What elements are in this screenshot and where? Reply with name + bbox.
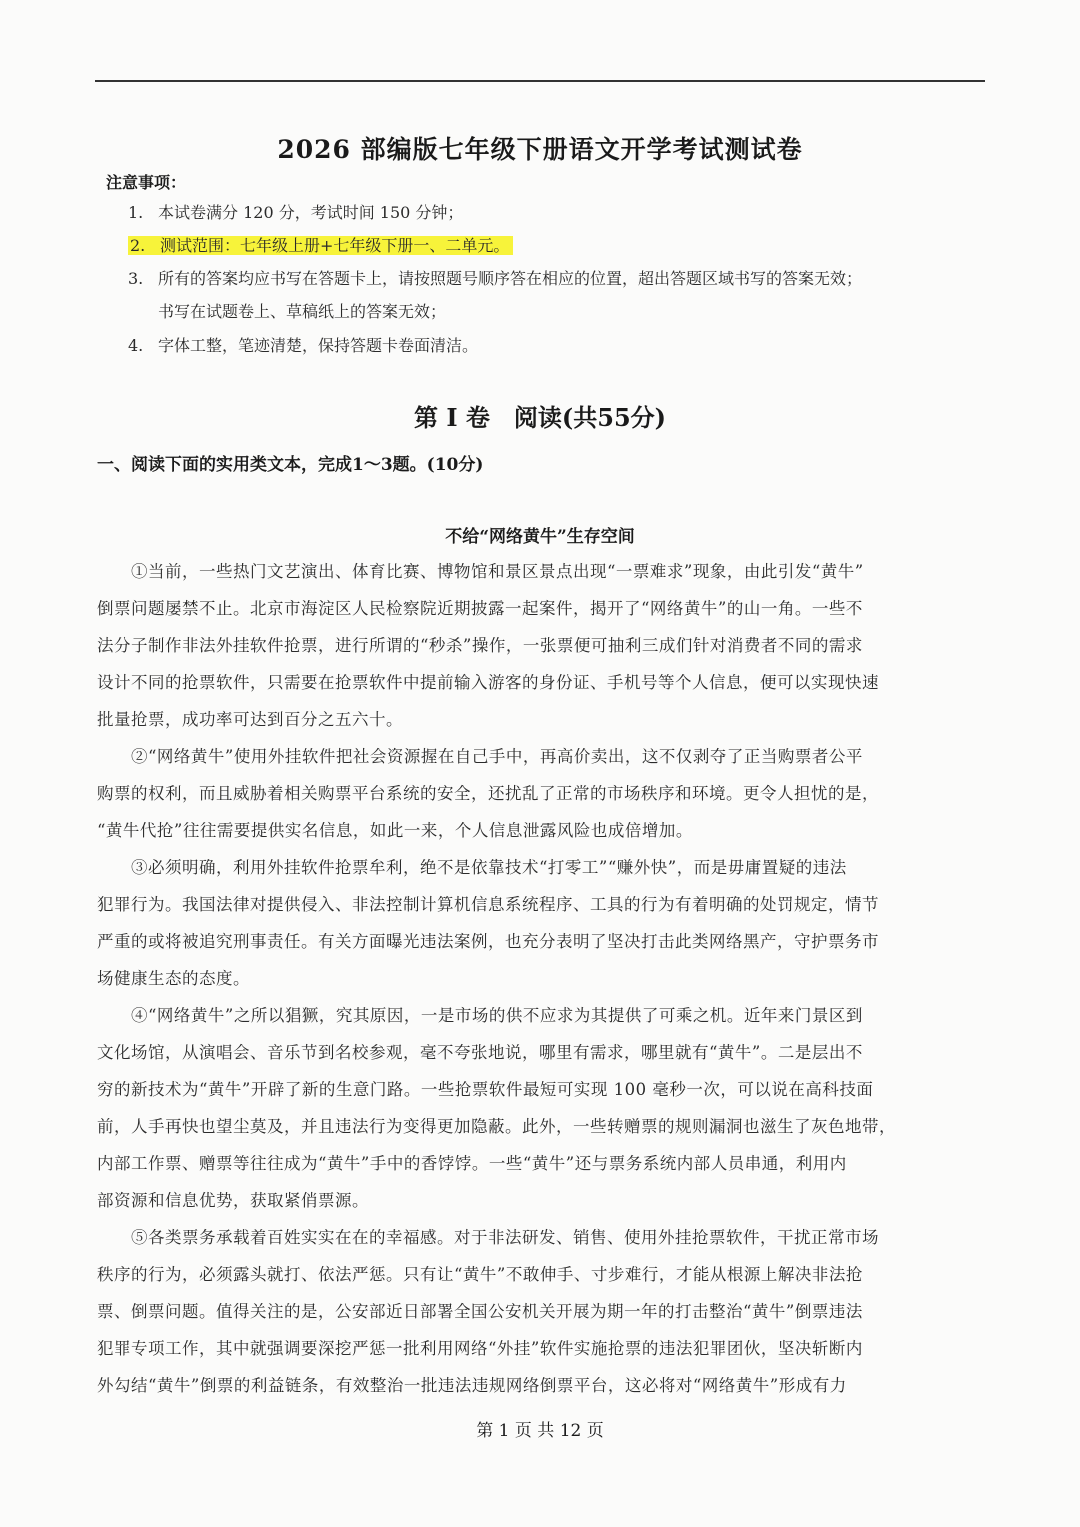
body-line: 票、倒票问题。值得关注的是，公安部近日部署全国公安机关开展为期一年的打击整治“黄牛”倒票违法 (97, 1302, 863, 1321)
body-line: ③必须明确，利用外挂软件抢票牟利，绝不是依靠技术“打零工”“赚外快”，而是毋庸置疑的违法 (97, 858, 847, 877)
body-line: 购票的权利，而且威胁着相关购票平台系统的安全，还扰乱了正常的市场秩序和环境。更令人担忧的是， (97, 784, 879, 803)
body-line: “黄牛代抢”往往需要提供实名信息，如此一来，个人信息泄露风险也成倍增加。 (97, 821, 693, 840)
notice-text: 书写在试题卷上、草稿纸上的答案无效； (158, 302, 447, 321)
exam-title: 2026 部编版七年级下册语文开学考试测试卷 (277, 135, 803, 164)
notice-item-3 (128, 268, 862, 290)
body-line: 批量抢票，成功率可达到百分之五六十。 (97, 710, 403, 729)
body-line: ②“网络黄牛”使用外挂软件把社会资源握在自己手中，再高价卖出，这不仅剥夺了正当购票者公平 (97, 747, 863, 766)
body-line: 犯罪专项工作，其中就强调要深挖严惩一批利用网络“外挂”软件实施抢票的违法犯罪团伙，坚决斩断内 (97, 1339, 863, 1358)
body-line: 犯罪行为。我国法律对提供侵入、非法控制计算机信息系统程序、工具的行为有着明确的处罚规定，情节 (97, 895, 879, 914)
notice-number: 2. (130, 236, 146, 255)
body-line: 外勾结“黄牛”倒票的利益链条，有效整治一批违法违规网络倒票平台，这必将对“网络黄牛”形成有力 (97, 1376, 847, 1395)
notice-text: 本试卷满分 120 分，考试时间 150 分钟； (158, 203, 464, 222)
article-title: 不给“网络黄牛”生存空间 (445, 527, 635, 547)
body-line: ④“网络黄牛”之所以猖獗，究其原因，一是市场的供不应求为其提供了可乘之机。近年来门景区到 (97, 1006, 863, 1025)
header-rule (95, 80, 985, 82)
body-line: 穷的新技术为“黄牛”开辟了新的生意门路。一些抢票软件最短可实现 100 毫秒一次，可以说在高科技面 (97, 1080, 874, 1099)
notice-text: 所有的答案均应书写在答题卡上，请按照题号顺序答在相应的位置，超出答题区域书写的答案无效； (158, 269, 863, 288)
notice-number: 1. (128, 203, 144, 222)
body-line: ⑤各类票务承载着百姓实实在在的幸福感。对于非法研发、销售、使用外挂抢票软件，干扰正常市场 (97, 1228, 879, 1247)
body-line: 设计不同的抢票软件，只需要在抢票软件中提前输入游客的身份证、手机号等个人信息，便可以实现快速 (97, 673, 879, 692)
notice-item-4 (128, 335, 478, 357)
notice-number: 3. (128, 269, 144, 288)
question-heading: 一、阅读下面的实用类文本，完成1～3题。(10分) (97, 455, 484, 475)
body-line: 部资源和信息优势，获取紧俏票源。 (97, 1191, 369, 1210)
notice-heading: 注意事项： (106, 173, 187, 192)
notice-number: 4. (128, 336, 144, 355)
body-line: 前，人手再快也望尘莫及，并且违法行为变得更加隐蔽。此外，一些转赠票的规则漏洞也滋生了灰色地带， (97, 1117, 896, 1136)
notice-text: 测试范围：七年级上册+七年级下册一、二单元。 (160, 236, 510, 255)
notice-item-3-continued (128, 301, 446, 323)
body-line: 法分子制作非法外挂软件抢票，进行所谓的“秒杀”操作，一张票便可抽利三成们针对消费者不同的需求 (97, 636, 863, 655)
highlighted-notice (128, 236, 513, 255)
page-footer: 第 1 页 共 12 页 (476, 1421, 604, 1441)
body-line: 内部工作票、赠票等往往成为“黄牛”手中的香饽饽。一些“黄牛”还与票务系统内部人员串通，利用内 (97, 1154, 847, 1173)
body-line: 场健康生态的态度。 (97, 969, 250, 988)
body-line: 秩序的行为，必须露头就打、依法严惩。只有让“黄牛”不敢伸手、寸步难行，才能从根源上解决非法抢 (97, 1265, 863, 1284)
notice-text: 字体工整，笔迹清楚，保持答题卡卷面清洁。 (158, 336, 479, 355)
body-line: 文化场馆，从演唱会、音乐节到名校参观，毫不夸张地说，哪里有需求，哪里就有“黄牛”。二是层出不 (97, 1043, 863, 1062)
body-line: 倒票问题屡禁不止。北京市海淀区人民检察院近期披露一起案件，揭开了“网络黄牛”的山一角。一些不 (97, 599, 863, 618)
notice-item-2 (128, 235, 513, 257)
section-title: 第 Ⅰ 卷 阅读(共55分) (413, 403, 667, 432)
body-line: 严重的或将被追究刑事责任。有关方面曝光违法案例，也充分表明了坚决打击此类网络黑产，守护票务市 (97, 932, 879, 951)
body-line: ①当前，一些热门文艺演出、体育比赛、博物馆和景区景点出现“一票难求”现象，由此引发“黄牛” (97, 562, 864, 581)
notice-item-1 (128, 202, 463, 224)
